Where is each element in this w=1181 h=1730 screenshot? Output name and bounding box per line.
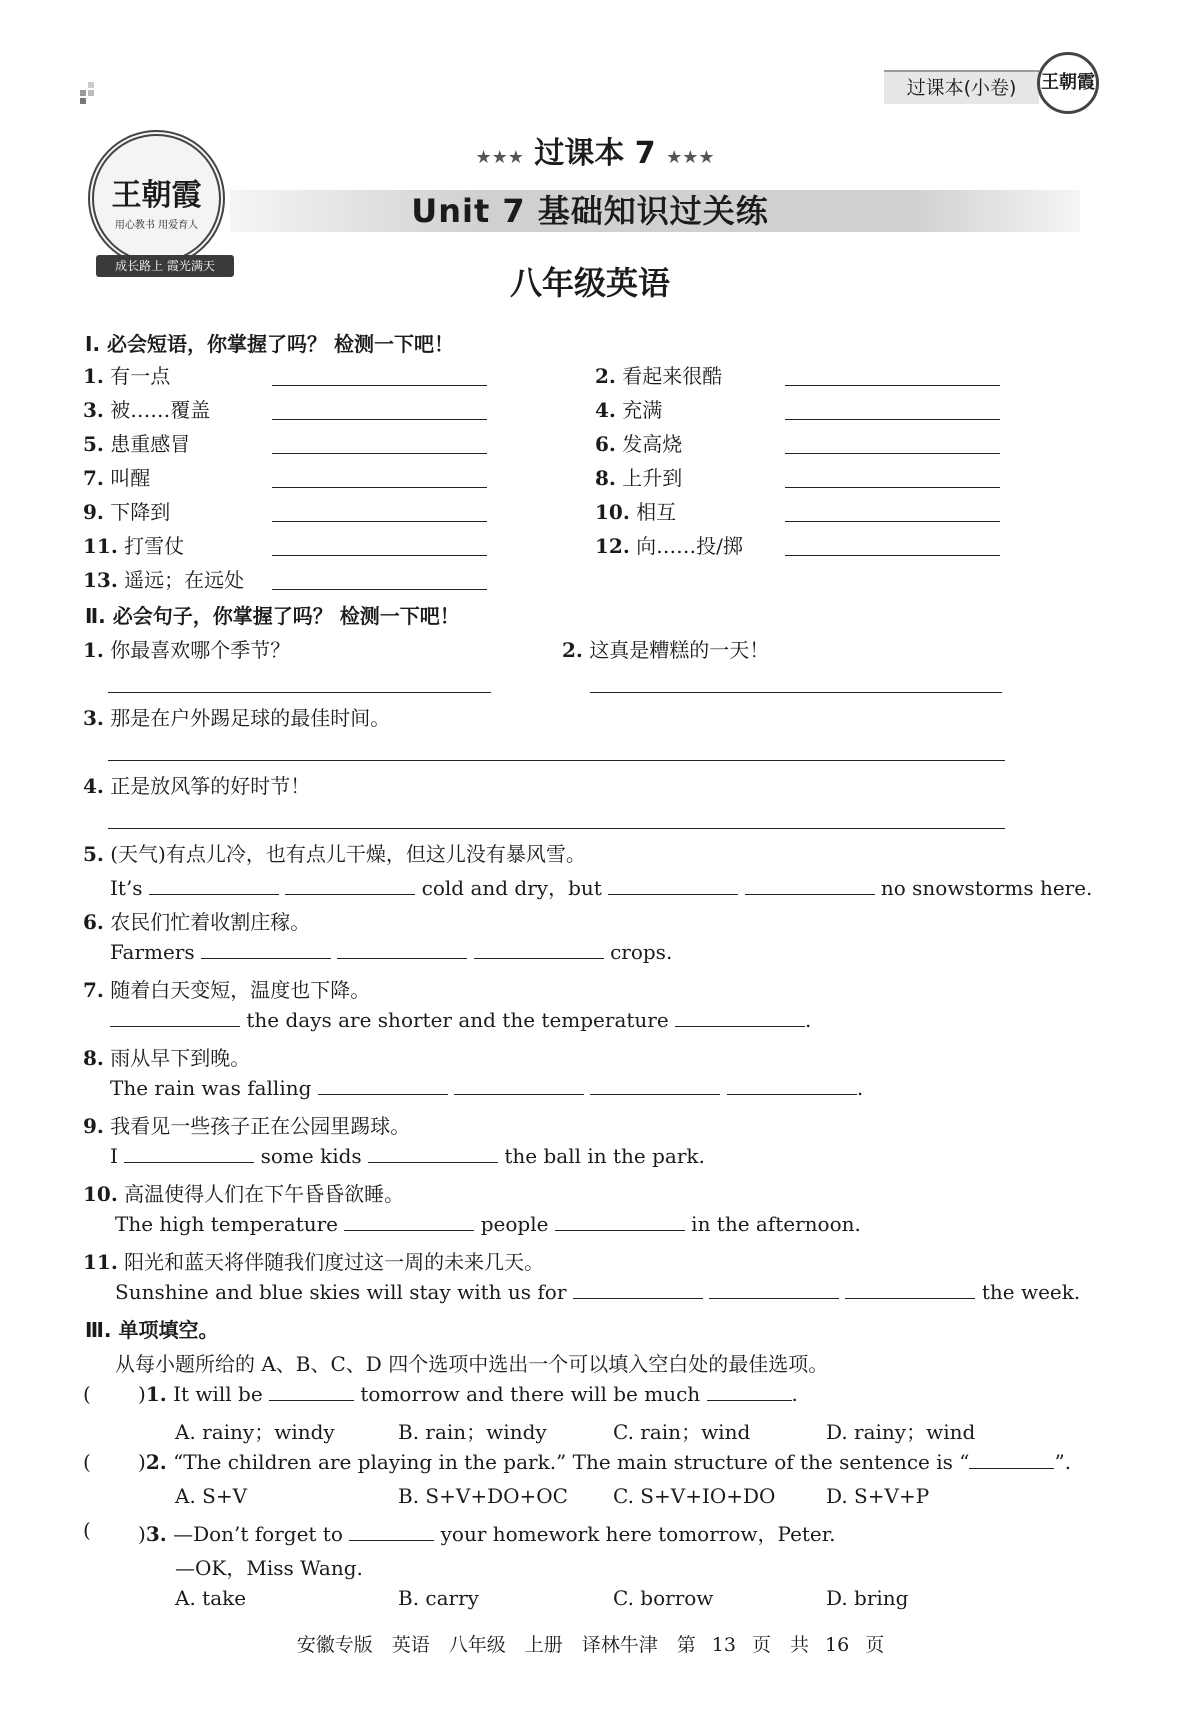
phrase-item: 4. 充满 (595, 398, 663, 422)
page-title: Unit 7 基础知识过关练 (411, 192, 769, 230)
section-1-heading: Ⅰ. 必会短语，你掌握了吗？ 检测一下吧！ (85, 332, 454, 356)
answer-blank[interactable] (785, 385, 1000, 386)
answer-blank[interactable] (272, 487, 487, 488)
answer-blank (269, 1382, 354, 1401)
booklet-tag: 过课本(小卷) (884, 70, 1039, 104)
phrase-item: 5. 患重感冒 (83, 432, 191, 456)
answer-blank[interactable] (573, 1280, 703, 1299)
option-b[interactable]: B. S+V+DO+OC (398, 1484, 568, 1508)
brand-logo-small: 王朝霞 (1037, 52, 1099, 114)
fill-sentence: I some kids the ball in the park. (110, 1144, 705, 1168)
brand-ribbon: 成长路上 霞光满天 (96, 255, 234, 277)
sentence-question: 4. 正是放风筝的好时节！ (83, 774, 311, 798)
mcq-reply: —OK，Miss Wang. (175, 1556, 363, 1580)
fill-sentence: It’s cold and dry，but no snowstorms here. (110, 876, 1093, 900)
answer-line[interactable] (108, 692, 491, 693)
option-a[interactable]: A. S+V (175, 1484, 248, 1508)
phrase-item: 13. 遥远；在远处 (83, 568, 245, 592)
answer-blank[interactable] (785, 419, 1000, 420)
answer-blank (707, 1382, 792, 1401)
phrase-item: 3. 被……覆盖 (83, 398, 211, 422)
answer-box[interactable] (100, 1450, 138, 1474)
answer-blank[interactable] (675, 1008, 805, 1027)
phrase-item: 9. 下降到 (83, 500, 171, 524)
answer-paren-open: ( (83, 1518, 91, 1542)
sentence-question: 11. 阳光和蓝天将伴随我们度过这一周的未来几天。 (83, 1250, 545, 1274)
answer-blank[interactable] (285, 876, 415, 895)
sentence-question: 5. (天气)有点儿冷，也有点儿干燥，但这儿没有暴风雪。 (83, 842, 586, 866)
answer-box[interactable] (100, 1382, 138, 1406)
answer-blank[interactable] (709, 1280, 839, 1299)
fill-sentence: Sunshine and blue skies will stay with us for the week. (115, 1280, 1081, 1304)
fill-sentence: The rain was falling . (110, 1076, 864, 1100)
mcq-question: )2. “The children are playing in the park.” The main structure of the sentence is “ ”. (138, 1450, 1072, 1474)
brand-logo-name: 王朝霞 (111, 178, 202, 213)
answer-blank[interactable] (344, 1212, 474, 1231)
corner-decoration (80, 80, 106, 106)
answer-blank[interactable] (110, 1008, 240, 1027)
option-c[interactable]: C. rain；wind (613, 1420, 751, 1444)
section-3-heading: Ⅲ. 单项填空。 (85, 1318, 219, 1342)
star-icon: ★★★ (475, 147, 524, 168)
sentence-question: 6. 农民们忙着收割庄稼。 (83, 910, 311, 934)
sentence-question: 8. 雨从早下到晚。 (83, 1046, 251, 1070)
page-footer: 安徽专版 英语 八年级 上册 译林牛津 第 13 页 共 16 页 (296, 1634, 885, 1656)
answer-paren-open: ( (83, 1382, 91, 1406)
brand-logo (88, 130, 225, 267)
brand-logo-sub: 用心教书 用爱育人 (114, 220, 199, 231)
booklet-number-label: 过课本 7 (534, 136, 656, 171)
phrase-item: 11. 打雪仗 (83, 534, 185, 558)
section-3-instruction: 从每小题所给的 A、B、C、D 四个选项中选出一个可以填入空白处的最佳选项。 (115, 1352, 829, 1376)
phrase-item: 1. 有一点 (83, 364, 171, 388)
phrase-item: 12. 向……投/掷 (595, 534, 743, 558)
sentence-question: 10. 高温使得人们在下午昏昏欲睡。 (83, 1182, 405, 1206)
answer-blank[interactable] (149, 876, 279, 895)
answer-blank[interactable] (474, 940, 604, 959)
answer-blank[interactable] (785, 555, 1000, 556)
sentence-question: 2. 这真是糟糕的一天！ (562, 638, 770, 662)
answer-blank[interactable] (318, 1076, 448, 1095)
answer-blank[interactable] (555, 1212, 685, 1231)
phrase-item: 10. 相互 (595, 500, 677, 524)
answer-blank[interactable] (272, 589, 487, 590)
answer-blank[interactable] (454, 1076, 584, 1095)
option-b[interactable]: B. rain；windy (398, 1420, 547, 1444)
option-d[interactable]: D. S+V+P (826, 1484, 930, 1508)
answer-blank[interactable] (785, 521, 1000, 522)
answer-blank[interactable] (272, 453, 487, 454)
answer-box[interactable] (100, 1518, 138, 1542)
option-c[interactable]: C. borrow (613, 1586, 714, 1610)
fill-sentence: Farmers crops. (110, 940, 673, 964)
section-2-heading: Ⅱ. 必会句子，你掌握了吗？ 检测一下吧！ (85, 604, 460, 628)
sentence-question: 7. 随着白天变短，温度也下降。 (83, 978, 371, 1002)
answer-blank[interactable] (590, 1076, 720, 1095)
mcq-question: )3. —Don’t forget to your homework here tomorrow，Peter. (138, 1522, 836, 1546)
answer-blank[interactable] (785, 487, 1000, 488)
phrase-item: 7. 叫醒 (83, 466, 151, 490)
answer-blank[interactable] (845, 1280, 975, 1299)
answer-blank (349, 1522, 434, 1541)
mcq-question: )1. It will be tomorrow and there will be much . (138, 1382, 798, 1406)
sentence-question: 1. 你最喜欢哪个季节？ (83, 638, 291, 662)
answer-line[interactable] (590, 692, 1002, 693)
answer-blank[interactable] (745, 876, 875, 895)
option-d[interactable]: D. rainy；wind (826, 1420, 976, 1444)
fill-sentence: the days are shorter and the temperature . (110, 1008, 811, 1032)
option-d[interactable]: D. bring (826, 1586, 909, 1610)
page-subtitle: 八年级英语 (509, 264, 670, 302)
answer-blank[interactable] (608, 876, 738, 895)
sentence-question: 9. 我看见一些孩子正在公园里踢球。 (83, 1114, 411, 1138)
answer-blank[interactable] (727, 1076, 857, 1095)
answer-paren-open: ( (83, 1450, 91, 1474)
phrase-item: 2. 看起来很酷 (595, 364, 723, 388)
answer-blank[interactable] (785, 453, 1000, 454)
answer-blank[interactable] (272, 419, 487, 420)
fill-sentence: The high temperature people in the afternoon. (115, 1212, 861, 1236)
answer-blank[interactable] (272, 555, 487, 556)
star-icon: ★★★ (666, 147, 715, 168)
answer-line[interactable] (108, 828, 1005, 829)
answer-blank[interactable] (124, 1144, 254, 1163)
sentence-question: 3. 那是在户外踢足球的最佳时间。 (83, 706, 391, 730)
answer-blank[interactable] (368, 1144, 498, 1163)
answer-blank[interactable] (272, 385, 487, 386)
booklet-number (470, 128, 720, 172)
answer-line[interactable] (108, 760, 1005, 761)
option-a[interactable]: A. rainy；windy (175, 1420, 335, 1444)
answer-blank[interactable] (337, 940, 467, 959)
phrase-item: 8. 上升到 (595, 466, 683, 490)
option-b[interactable]: B. carry (398, 1586, 479, 1610)
answer-blank (969, 1450, 1054, 1469)
answer-blank[interactable] (201, 940, 331, 959)
answer-blank[interactable] (272, 521, 487, 522)
phrase-item: 6. 发高烧 (595, 432, 683, 456)
option-a[interactable]: A. take (175, 1586, 247, 1610)
option-c[interactable]: C. S+V+IO+DO (613, 1484, 776, 1508)
